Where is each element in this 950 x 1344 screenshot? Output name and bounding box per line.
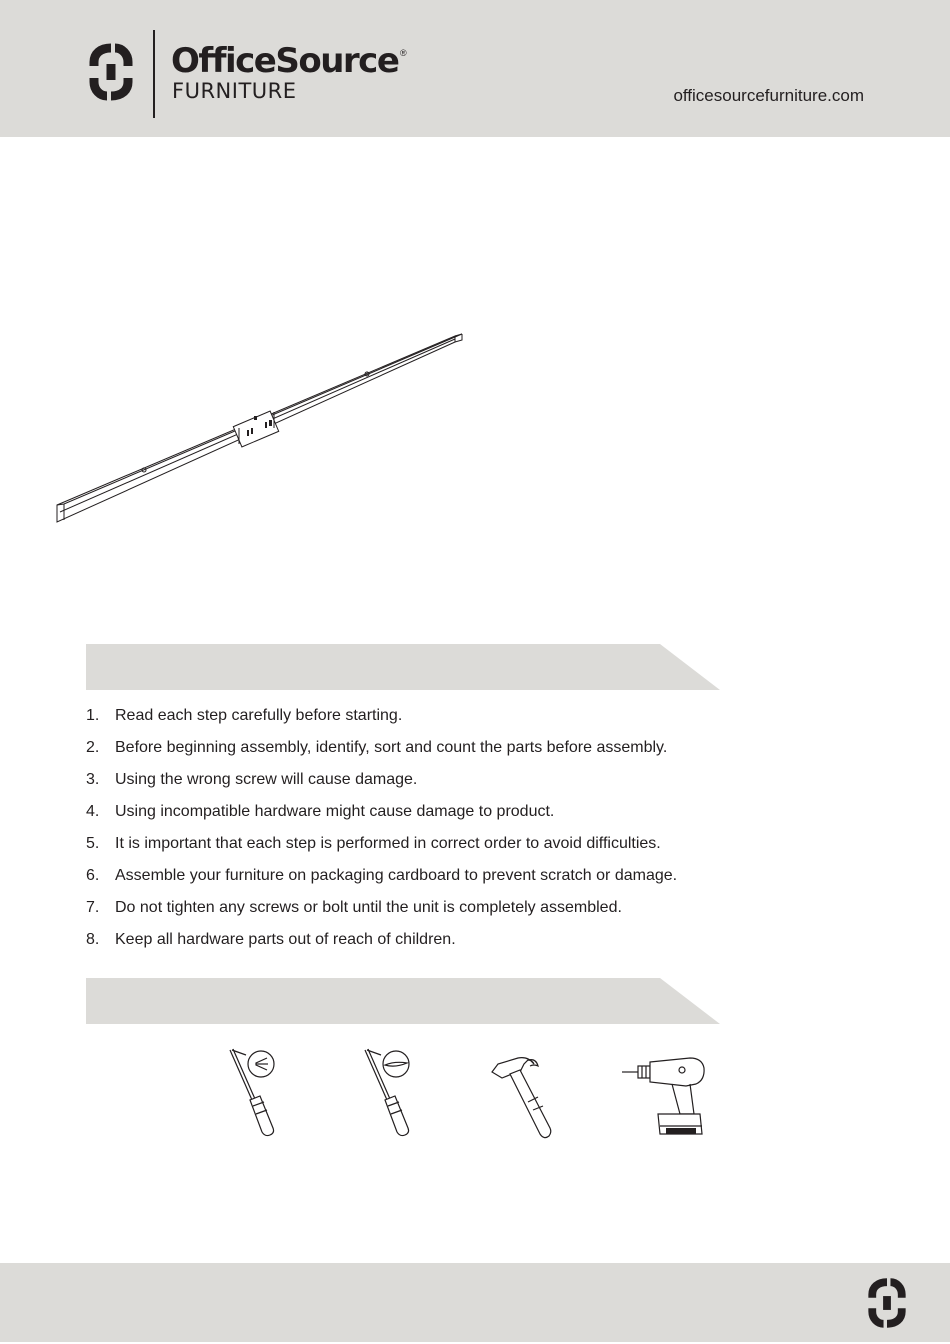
officesource-logo-icon [867,1277,907,1329]
hammer-icon [488,1054,558,1142]
power-drill-icon [620,1052,710,1138]
list-item: 5. It is important that each step is performed in correct order to avoid difficulties. [86,835,661,852]
list-item: 4. Using incompatible hardware might cause damage to product. [86,803,555,820]
page-footer [0,1263,950,1342]
list-item: 3. Using the wrong screw will cause damage. [86,771,418,788]
officesource-logo-icon [88,42,134,102]
page-header [0,0,950,137]
phillips-screwdriver-icon [222,1044,280,1140]
flathead-screwdriver-icon [357,1044,415,1140]
brand-subtitle: FURNITURE [172,79,297,103]
list-item: 8. Keep all hardware parts out of reach of children. [86,931,456,948]
brand-name: OfficeSource [171,41,399,81]
tools-required-banner [86,978,722,1024]
list-item: 2. Before beginning assembly, identify, sort and count the parts before assembly. [86,739,668,756]
logo-divider [153,30,155,118]
list-item: 1. Read each step carefully before starting. [86,707,403,724]
safety-instructions-banner [86,644,722,690]
beam-rail-illustration [50,330,470,530]
instruction-list [86,700,677,956]
website-link[interactable]: officesourcefurniture.com [673,86,864,105]
list-item: 6. Assemble your furniture on packaging cardboard to prevent scratch or damage. [86,867,678,884]
list-item: 7. Do not tighten any screws or bolt until the unit is completely assembled. [86,899,622,916]
registered-mark: ® [400,48,407,58]
